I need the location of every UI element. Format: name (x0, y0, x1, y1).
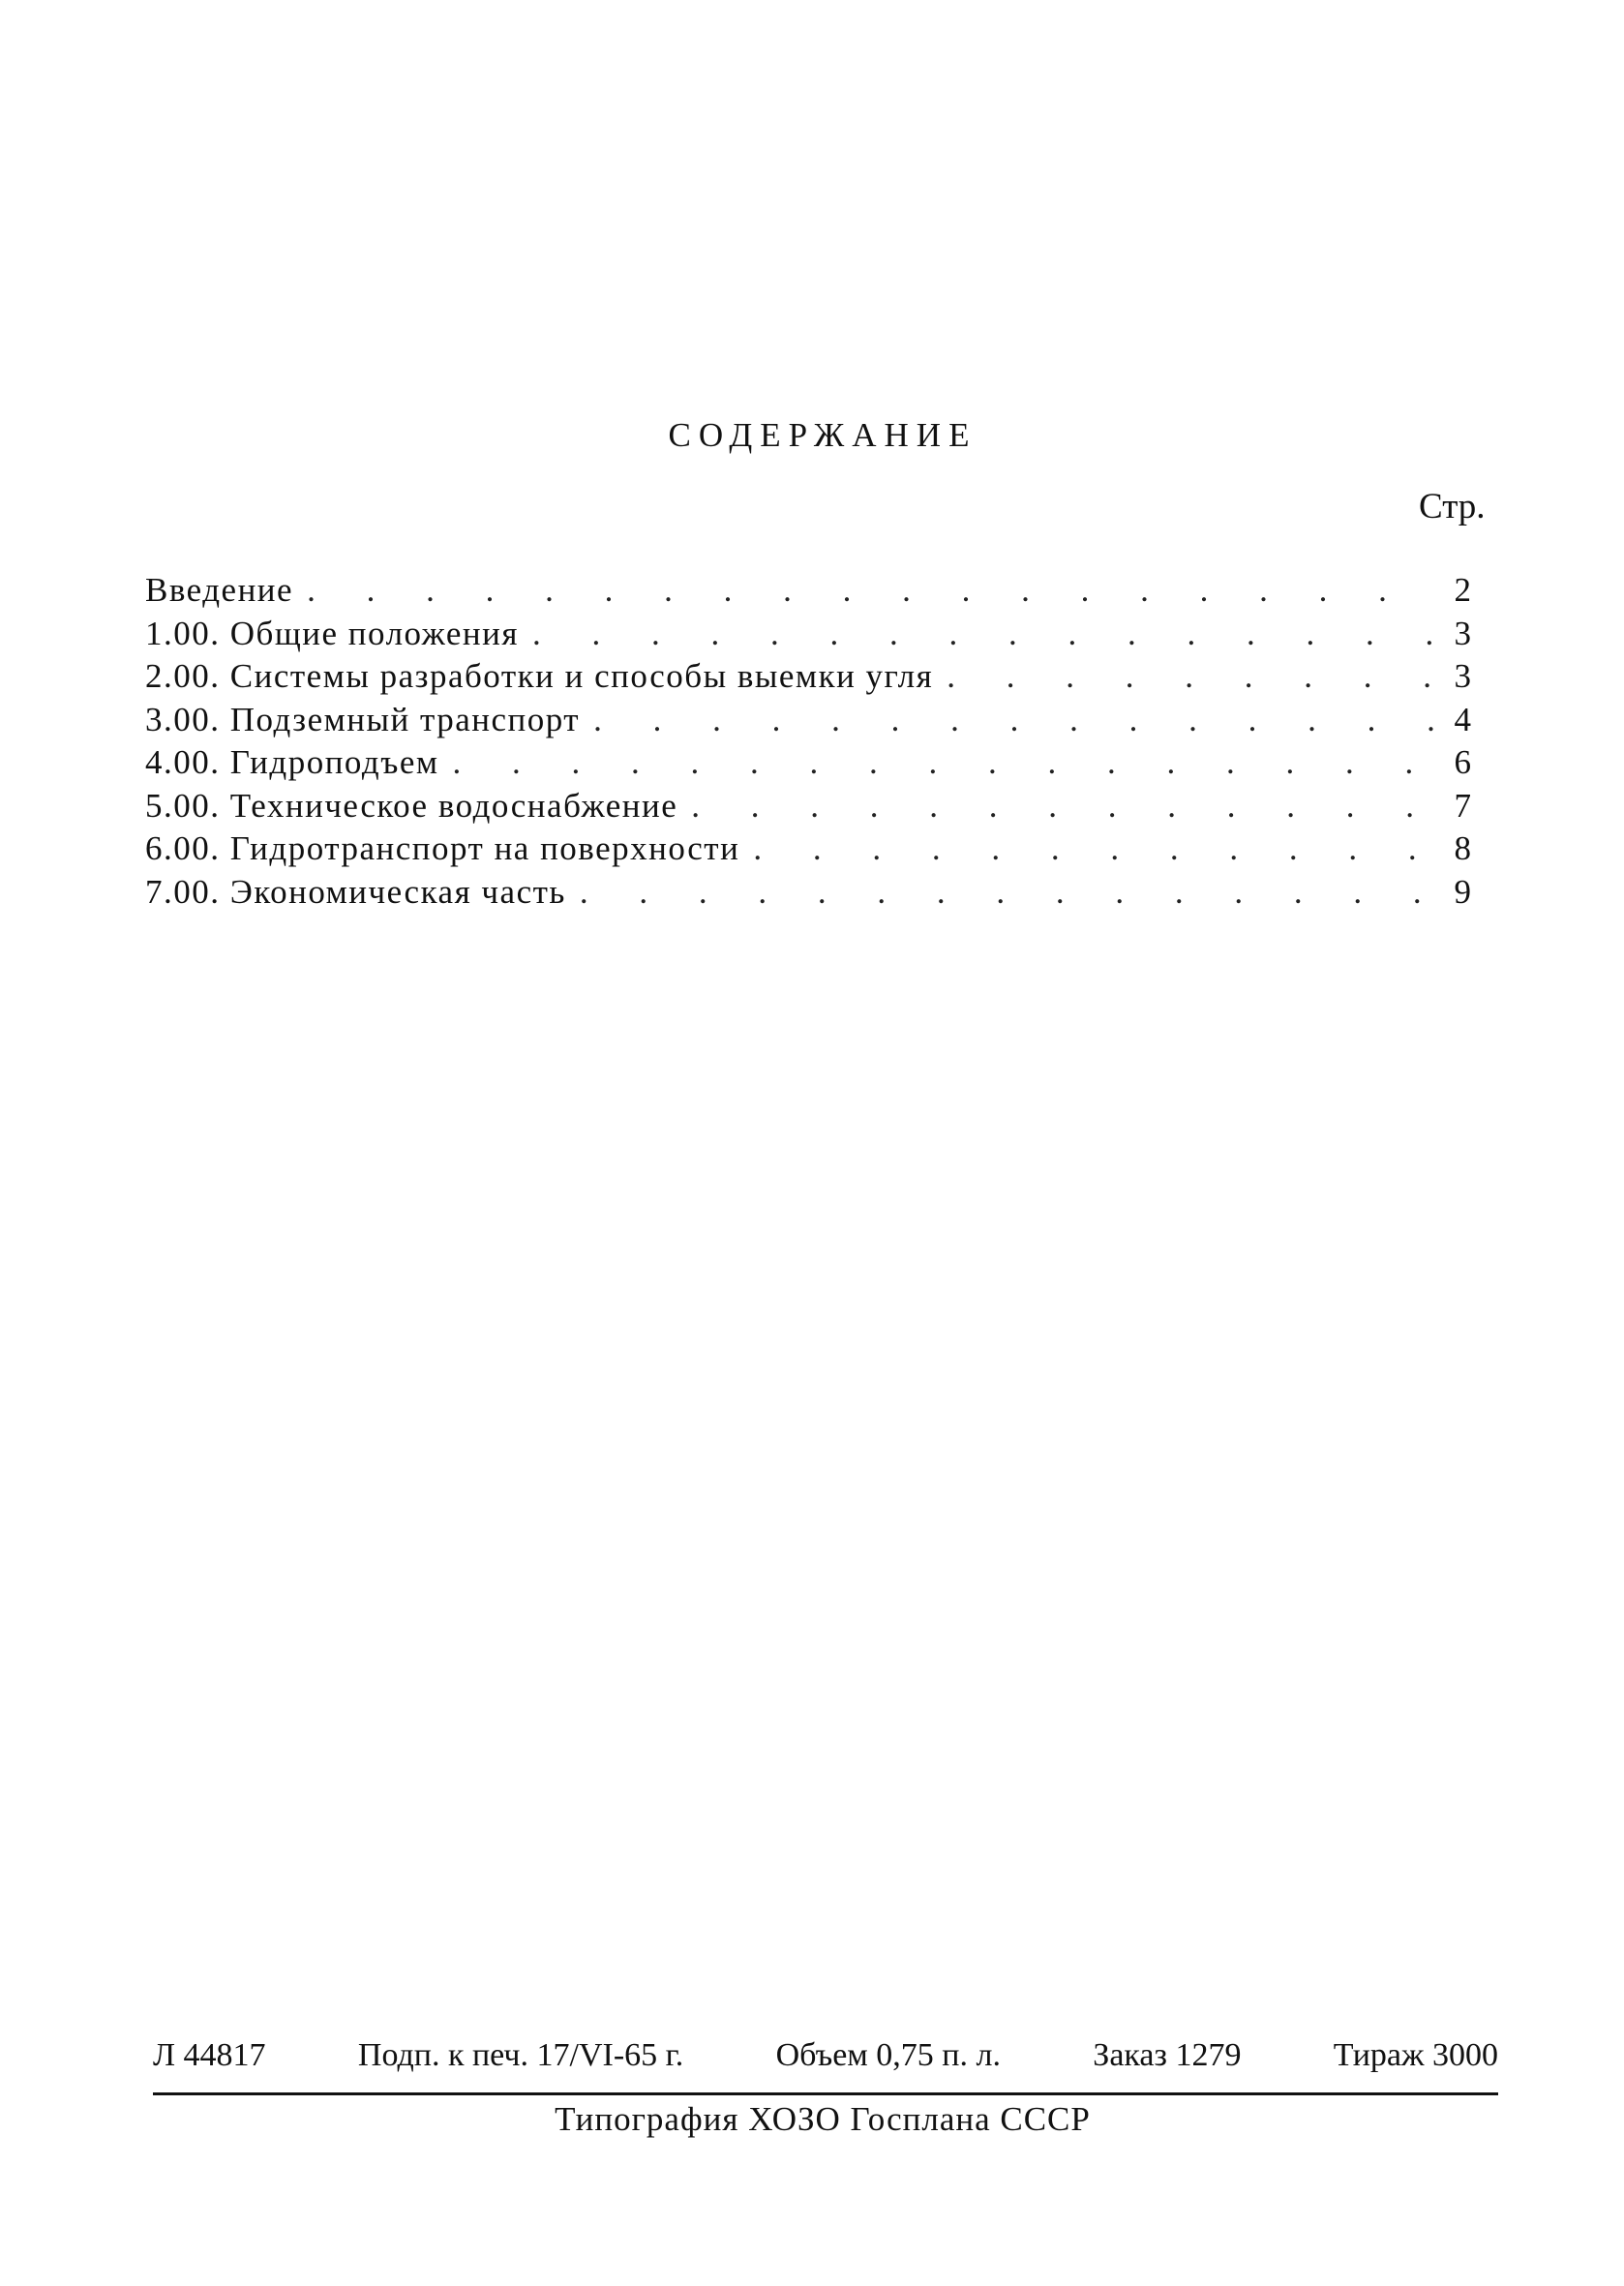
imprint-signed: Подп. к печ. 17/VI-65 г. (357, 2037, 684, 2073)
toc-entry (145, 655, 1471, 699)
toc-entry-label: 2.00. Системы разработки и способы выемки угля (145, 657, 934, 695)
toc-entry (145, 613, 1471, 656)
page-column-header: Стр. (1419, 487, 1486, 526)
toc-entry-label: 6.00. Гидротранспорт на поверхности (145, 829, 740, 867)
imprint-volume: Объем 0,75 п. л. (775, 2037, 1001, 2073)
toc-entry-label: 3.00. Подземный транспорт (145, 700, 581, 738)
toc-entry (145, 741, 1471, 785)
toc-entry-page: 4 (1454, 700, 1471, 738)
toc-entry-label: 1.00. Общие положения (145, 614, 519, 652)
toc-entry (145, 569, 1471, 613)
dot-leader (739, 827, 1436, 870)
toc-entry-label: 5.00. Техническое водоснабжение (145, 786, 678, 825)
toc-entry (145, 827, 1471, 871)
toc-entry-label: Введение (145, 571, 294, 609)
dot-leader (519, 613, 1436, 655)
toc-list (145, 569, 1471, 914)
toc-entry-page: 8 (1454, 829, 1471, 867)
toc-entry-label: 4.00. Гидроподъем (145, 743, 439, 781)
dot-leader (293, 569, 1436, 612)
printer-line: Типография ХОЗО Госплана СССР (555, 2100, 1091, 2138)
dot-leader (933, 655, 1436, 698)
imprint-line (153, 2037, 1498, 2074)
toc-entry (145, 785, 1471, 828)
dot-leader (677, 785, 1436, 827)
dot-leader (580, 699, 1436, 741)
toc-entry (145, 871, 1471, 915)
toc-entry-label: 7.00. Экономическая часть (145, 872, 566, 911)
toc-entry-page: 6 (1454, 743, 1471, 781)
imprint-order: Заказ 1279 (1093, 2037, 1242, 2073)
toc-entry (145, 699, 1471, 742)
toc-entry-page: 9 (1454, 872, 1471, 911)
toc-entry-page: 3 (1454, 614, 1471, 652)
imprint-license: Л 44817 (153, 2037, 266, 2073)
toc-title: СОДЕРЖАНИЕ (668, 416, 977, 454)
dot-leader (566, 871, 1436, 914)
dot-leader (439, 741, 1436, 784)
toc-entry-page: 7 (1454, 786, 1471, 825)
toc-entry-page: 2 (1454, 571, 1471, 609)
imprint-print-run: Тираж 3000 (1333, 2037, 1498, 2073)
toc-entry-page: 3 (1454, 657, 1471, 695)
imprint-rule (153, 2092, 1498, 2095)
